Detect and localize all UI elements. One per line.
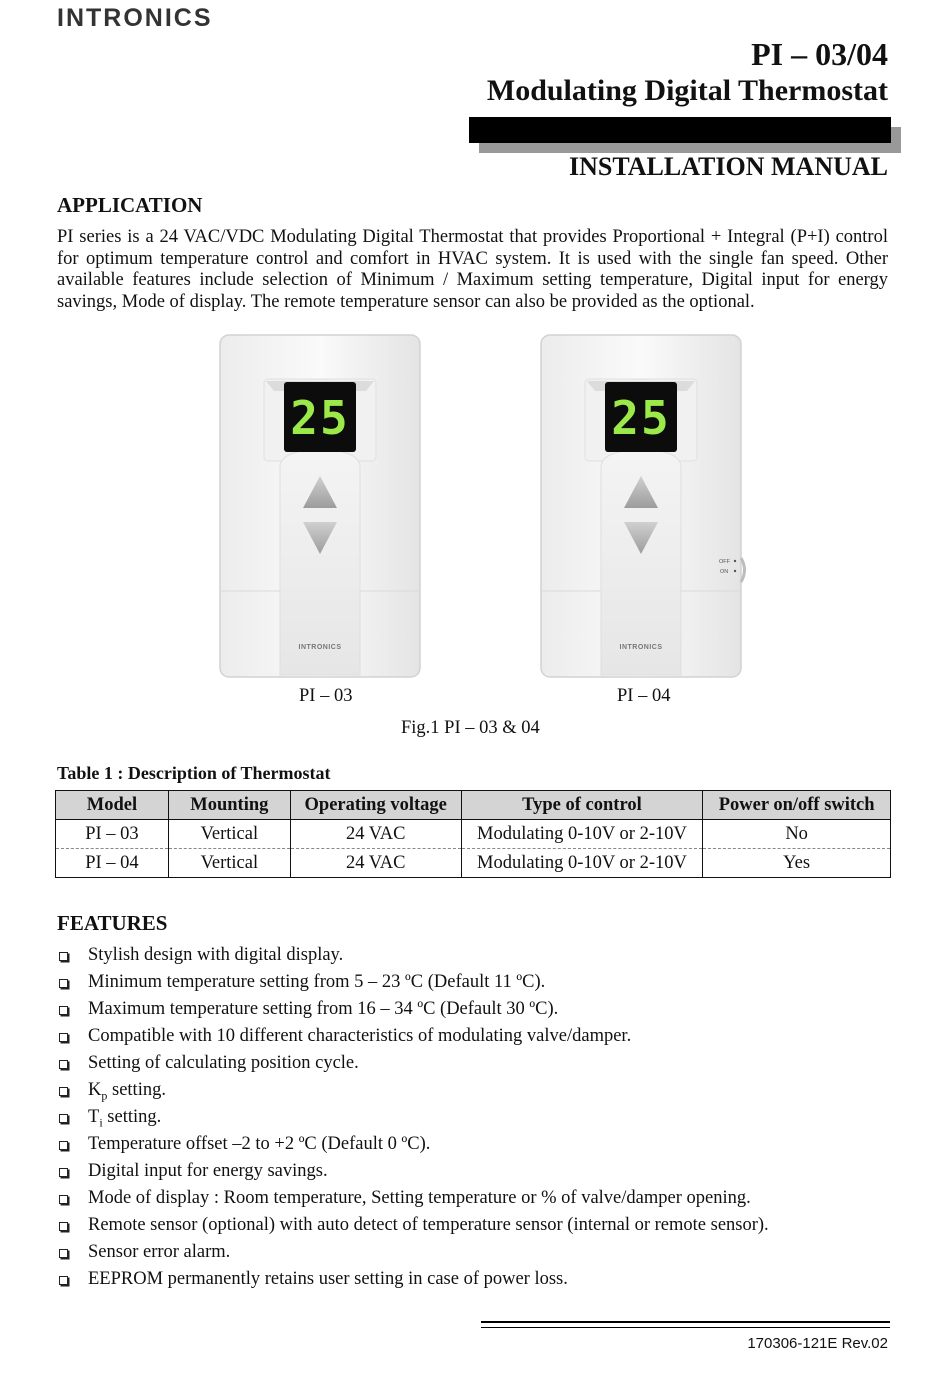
feature-text: setting. (102, 1107, 162, 1127)
feature-symbol: T (88, 1107, 100, 1127)
table-cell: Modulating 0-10V or 2-10V (461, 849, 703, 878)
list-item (57, 1158, 769, 1185)
thermostat-figure (210, 330, 770, 685)
feature-text: Minimum temperature setting from 5 – 23 ºC (Default 11 ºC). (88, 972, 546, 992)
manual-heading: INSTALLATION MANUAL (568, 152, 888, 181)
list-item (57, 1239, 769, 1266)
table-cell: Yes (703, 849, 891, 878)
checkbox-bullet-icon (59, 979, 68, 988)
lcd-readout-pi04: 25 (611, 391, 671, 445)
footer-rule-thin (481, 1327, 890, 1328)
table-cell: 24 VAC (290, 820, 461, 849)
document-code: 170306-121E Rev.02 (747, 1335, 888, 1352)
checkbox-bullet-icon (59, 1249, 68, 1258)
column-header: Power on/off switch (703, 791, 891, 820)
device-brand-pi04: INTRONICS (619, 644, 663, 651)
checkbox-bullet-icon (59, 1195, 68, 1204)
feature-subscript: i (99, 1115, 103, 1130)
device-label-pi04: PI – 04 (617, 686, 671, 706)
feature-text: Maximum temperature setting from 16 – 34 ºC (Default 30 ºC). (88, 999, 559, 1019)
lcd-readout-pi03: 25 (290, 391, 350, 445)
brand-logo: INTRONICS (57, 4, 213, 32)
checkbox-bullet-icon (59, 1114, 68, 1123)
application-heading: APPLICATION (57, 193, 203, 217)
table-header-row (56, 791, 891, 820)
device-brand-pi03: INTRONICS (298, 644, 342, 651)
table-row (56, 849, 891, 878)
description-table (55, 790, 891, 878)
table-cell: Vertical (168, 849, 290, 878)
figure-caption: Fig.1 PI – 03 & 04 (401, 718, 540, 738)
device-label-pi03: PI – 03 (299, 686, 353, 706)
list-item (57, 1050, 769, 1077)
feature-subscript: p (101, 1088, 108, 1103)
checkbox-bullet-icon (59, 1006, 68, 1015)
table-cell: Vertical (168, 820, 290, 849)
list-item (57, 1131, 769, 1158)
table-caption: Table 1 : Description of Thermostat (57, 763, 331, 783)
list-item (57, 1185, 769, 1212)
feature-symbol: K (88, 1080, 102, 1100)
feature-text: Setting of calculating position cycle. (88, 1053, 359, 1073)
table-cell: 24 VAC (290, 849, 461, 878)
checkbox-bullet-icon (59, 952, 68, 961)
footer-rule (481, 1321, 890, 1323)
feature-text: Remote sensor (optional) with auto detect of temperature sensor (internal or remote sensor). (88, 1215, 769, 1235)
table-row (56, 820, 891, 849)
feature-text: Compatible with 10 different characteristics of modulating valve/damper. (88, 1026, 632, 1046)
list-item (57, 1023, 769, 1050)
table-cell: No (703, 820, 891, 849)
feature-text: EEPROM permanently retains user setting in case of power loss. (88, 1269, 568, 1289)
feature-text: Temperature offset –2 to +2 ºC (Default 0 ºC). (88, 1134, 431, 1154)
list-item (57, 1266, 769, 1293)
checkbox-bullet-icon (59, 1141, 68, 1150)
feature-text: Mode of display : Room temperature, Setting temperature or % of valve/damper opening. (88, 1188, 751, 1208)
column-header: Operating voltage (290, 791, 461, 820)
feature-text: Digital input for energy savings. (88, 1161, 328, 1181)
checkbox-bullet-icon (59, 1033, 68, 1042)
list-item (57, 996, 769, 1023)
column-header: Mounting (168, 791, 290, 820)
list-item (57, 969, 769, 996)
table-cell: PI – 04 (56, 849, 169, 878)
page-title: PI – 03/04 (751, 36, 888, 72)
checkbox-bullet-icon (59, 1087, 68, 1096)
list-item (57, 1077, 769, 1104)
feature-text: setting. (107, 1080, 166, 1100)
feature-text: Stylish design with digital display. (88, 945, 344, 965)
application-text: PI series is a 24 VAC/VDC Modulating Digital Thermostat that provides Proportional + Integral (P+I) control for optimum temperature control and comfort in HVAC system. It is used with the single fan speed. Other available features include selection of Minimum / Maximum setting temperature, Digital input for energy savings, Mode of display. The remote temperature sensor can also be provided as the optional. (57, 227, 888, 312)
features-list (57, 942, 769, 1293)
list-item (57, 1104, 769, 1131)
title-banner (469, 117, 891, 143)
features-heading: FEATURES (57, 911, 168, 935)
switch-on-label: ON (720, 569, 729, 575)
table-cell: Modulating 0-10V or 2-10V (461, 820, 703, 849)
checkbox-bullet-icon (59, 1276, 68, 1285)
checkbox-bullet-icon (59, 1222, 68, 1231)
feature-text: Sensor error alarm. (88, 1242, 231, 1262)
switch-off-label: OFF (719, 559, 730, 565)
list-item (57, 942, 769, 969)
page-subtitle: Modulating Digital Thermostat (486, 74, 888, 107)
checkbox-bullet-icon (59, 1060, 68, 1069)
table-cell: PI – 03 (56, 820, 169, 849)
column-header: Type of control (461, 791, 703, 820)
column-header: Model (56, 791, 169, 820)
list-item (57, 1212, 769, 1239)
checkbox-bullet-icon (59, 1168, 68, 1177)
